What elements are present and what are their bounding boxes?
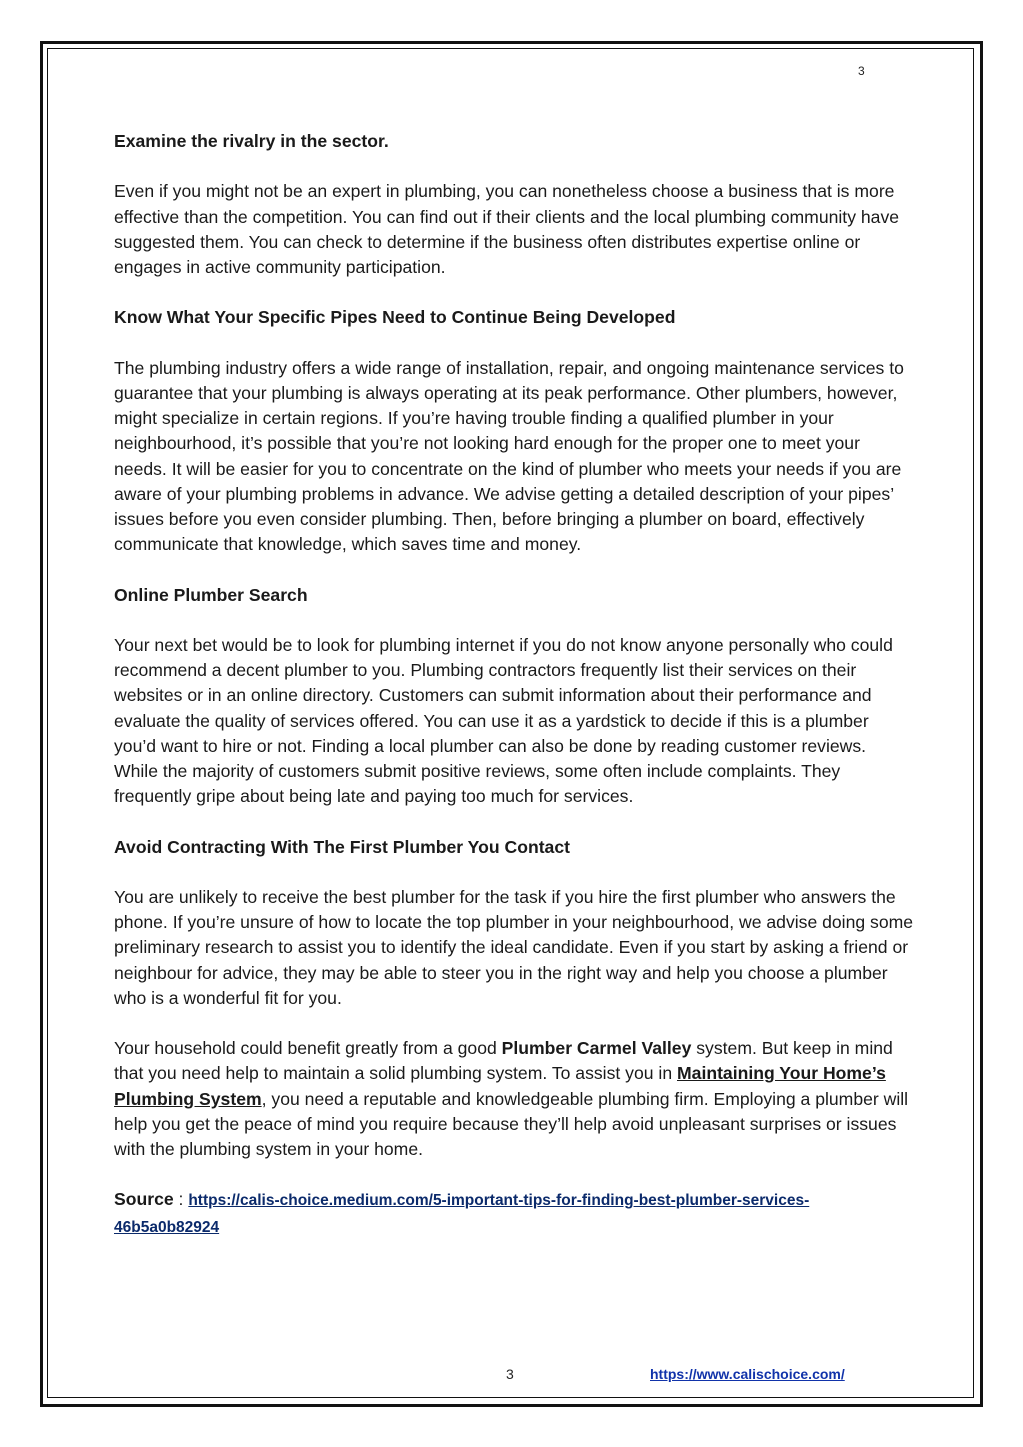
conclusion-text-part-3: , you need a reputable and knowledgeable plumbing firm. Employing a plumber will help you get the peace of mind you require because they’ll help avoid unpleasant surprises or issues with the plumbing system in your home.	[114, 1088, 909, 1159]
section-heading-online-search: Online Plumber Search	[114, 584, 308, 605]
section-paragraph-specific-pipes: The plumbing industry offers a wide range of installation, repair, and ongoing maintenance services to guarantee that your plumbing is always operating at its peak performance. Other plumbers, however, might specialize in certain regions. If you’re having trouble finding a qualified plumber in your neighbourhood, it’s possible that you’re not looking hard enough for the proper one to meet your needs. It will be easier for you to concentrate on the kind of plumber who meets your needs if you are aware of your plumbing problems in advance. We advise getting a detailed description of your pipes’ issues before you even consider plumbing. Then, before bringing a plumber on board, effectively communicate that knowledge, which saves time and money.	[114, 357, 904, 555]
section-heading-avoid-first: Avoid Contracting With The First Plumber You Contact	[114, 836, 570, 857]
conclusion-text-part-2: system. But keep in mind that you need help to maintain a solid plumbing system. To assist you in	[114, 1038, 893, 1084]
footer-page-number: 3	[506, 1366, 514, 1382]
maintaining-plumbing-link[interactable]: Maintaining Your Home’s Plumbing System	[114, 1063, 886, 1109]
source-separator: :	[173, 1189, 189, 1210]
footer-website-link[interactable]: https://www.calischoice.com/	[650, 1366, 845, 1382]
section-paragraph-conclusion	[114, 1036, 914, 1162]
section-heading-rivalry: Examine the rivalry in the sector.	[114, 131, 389, 151]
header-page-number: 3	[858, 64, 865, 78]
document-body	[114, 129, 914, 1265]
section-paragraph-avoid-first: You are unlikely to receive the best plumber for the task if you hire the first plumber who answers the phone. If you’re unsure of how to locate the top plumber in your neighbourhood, we advise doing some preliminary research to assist you to identify the ideal candidate. Even if you start by asking a friend or neighbour for advice, they may be able to steer you in the right way and help you choose a plumber who is a wonderful fit for you.	[114, 886, 914, 1008]
source-line	[114, 1187, 914, 1239]
section-paragraph-online-search: Your next bet would be to look for plumbing internet if you do not know anyone personally who could recommend a decent plumber to you. Plumbing contractors frequently list their services on their websites or in an online directory. Customers can submit information about their performance and evaluate the quality of services offered. You can use it as a yardstick to decide if this is a plumber you’d want to hire or not. Finding a local plumber can also be done by reading customer reviews. While the majority of customers submit positive reviews, some often include complaints. They frequently gripe about being late and paying too much for services.	[114, 634, 893, 807]
source-url-link[interactable]: https://calis-choice.medium.com/5-important-tips-for-finding-best-plumber-services-46b5a0b82924	[114, 1192, 810, 1236]
section-paragraph-rivalry: Even if you might not be an expert in plumbing, you can nonetheless choose a business that is more effective than the competition. You can find out if their clients and the local plumbing community have suggested them. You can check to determine if the business often distributes expertise online or engages in active community participation.	[114, 181, 900, 277]
plumber-carmel-valley-keyword: Plumber Carmel Valley	[501, 1038, 692, 1059]
source-label: Source	[114, 1189, 174, 1210]
conclusion-text-part-1: Your household could benefit greatly from a good	[114, 1038, 502, 1059]
section-heading-specific-pipes: Know What Your Specific Pipes Need to Continue Being Developed	[114, 307, 676, 328]
